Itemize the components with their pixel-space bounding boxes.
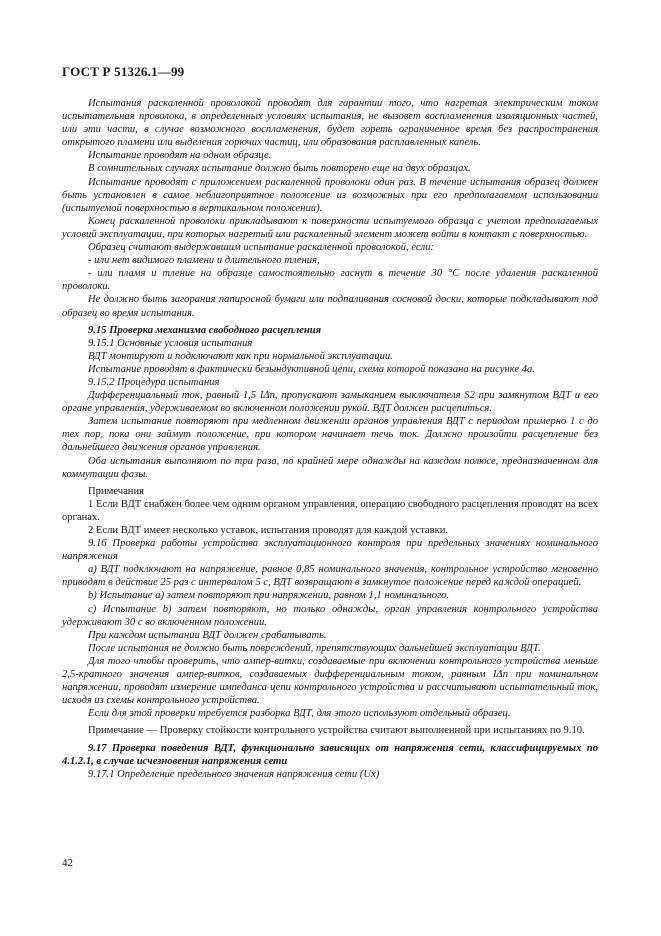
paragraph: Испытание проводят в фактически безындуктивной цепи, схема которой показана на рисунке 4а.	[88, 363, 535, 375]
page-number: 42	[62, 857, 73, 869]
document-body	[62, 97, 598, 781]
paragraph: При каждом испытании ВДТ должен срабатывать.	[88, 629, 327, 641]
paragraph: b) Испытание а) затем повторяют при напряжении, равном 1,1 номинального.	[88, 590, 450, 602]
paragraph: - или нет видимого пламени и длительного тления,	[88, 255, 320, 267]
paragraph: Для того чтобы проверить, что ампер-витки, создаваемые при включении контрольного устройства меньше 2,5-кратного значения ампер-витков, создаваемых дифференциальным током, равным IΔn при номинальном напряжении, проводят измерение импеданса цепи контрольного устройства и рассчитывают испытательный ток, исходя из схемы контрольного устройства.	[62, 655, 598, 707]
paragraph: В сомнительных случаях испытание должно быть повторено еще на двух образцах.	[88, 163, 471, 175]
paragraph: Образец считают выдержавшим испытание раскаленной проволокой, если:	[88, 242, 435, 254]
section-heading: 9.17 Проверка поведения ВДТ, функционально зависящих от напряжения сети, классифицируемых по 4.1.2.1, в случае исчезновения напряжения сети	[62, 742, 598, 767]
paragraph: с) Испытание b) затем повторяют, но только однажды, орган управления контрольного устройства удерживают 30 с во включенном положении.	[62, 603, 598, 628]
paragraph: Испытание проводят с приложением раскаленной проволоки один раз. В течение испытания образец должен быть установлен в самое неблагоприятное положение из возможных при его предполагаемом использовании (испытуемой поверхностью в вертикальном положении).	[62, 176, 598, 214]
note-paragraph: 2 Если ВДТ имеет несколько уставок, испытания проводят для каждой уставки.	[88, 525, 449, 536]
paragraph: ВДТ монтируют и подключают как при нормальной эксплуатации.	[88, 350, 393, 362]
paragraph: 9.16 Проверка работы устройства эксплуатационного контроля при предельных значениях номинального напряжения	[62, 538, 598, 563]
paragraph: Оба испытания выполняют по три раза, по крайней мере однажды на каждом полюсе, предназначенном для коммутации фазы.	[62, 455, 598, 480]
note-paragraph: Примечания	[88, 485, 144, 497]
paragraph: Конец раскаленной проволоки прикладывают к поверхности испытуемого образца с учетом предполагаемых условий эксплуатации, при которых нагретый или раскаленный элемент может войти в контакт с поверхностью.	[62, 215, 598, 240]
paragraph: - или пламя и тление на образце самостоятельно гаснут в течение 30 °С после удаления раскаленной проволоки.	[62, 268, 598, 293]
paragraph: Если для этой проверки требуется разборка ВДТ, для этого используют отдельный образец.	[88, 708, 511, 720]
section-heading: 9.15 Проверка механизма свободного расцепления	[88, 324, 322, 336]
paragraph: Дифференциальный ток, равный 1,5 IΔn, пропускают замыканием выключателя S2 при замкнутом ВДТ и его органе управления, удерживаемом во включенном положении рукой. ВДТ должен расцепиться.	[62, 390, 598, 415]
paragraph: Затем испытание повторяют при медленном движении органов управления ВДТ с периодом примерно 1 с до тех пор, пока они займут положение, при котором начинает течь ток. Должно произойти расцепление без дальнейшего движения органов управления.	[62, 416, 598, 454]
paragraph: 9.15.1 Основные условия испытания	[88, 337, 253, 349]
document-header: ГОСТ Р 51326.1—99	[62, 64, 185, 79]
paragraph: Испытания раскаленной проволокой проводят для гарантии того, что нагретая электрическим током испытательная проволока, в определенных условиях испытания, не вызовет воспламенения изоляционных частей, или эти части, в случае возможного воспламенения, будет гореть ограниченное время без распространения открытого пламени или выделения горючих частиц, или образования расплавленных капель.	[62, 98, 598, 149]
paragraph: Испытание проводят на одном образце.	[88, 150, 272, 162]
note-paragraph: Примечание — Проверку стойкости контрольного устройства считают выполненной при испытаниях по 9.10.	[88, 725, 585, 737]
paragraph: а) ВДТ подключают на напряжение, равное 0,85 номинального значения, контрольное устройство мгновенно приводят в действие 25 раз с интервалом 5 с, ВДТ возвращают в замкнутое положение перед каждой операцией.	[62, 564, 598, 589]
paragraph: После испытания не должно быть повреждений, препятствующих дальнейшей эксплуатации ВДТ.	[88, 642, 541, 654]
paragraph: 9.15.2 Процедура испытания	[88, 376, 220, 388]
paragraph: Не должно быть загорания папиросной бумаги или подпаливания сосновой доски, которые подкладывают под образец во время испытания.	[62, 294, 598, 319]
paragraph: 9.17.1 Определение предельного значения напряжения сети (Ux)	[88, 768, 380, 780]
note-paragraph: 1 Если ВДТ снабжен более чем одним органом управления, операцию свободного расцепления проводят на всех органах.	[62, 498, 598, 523]
